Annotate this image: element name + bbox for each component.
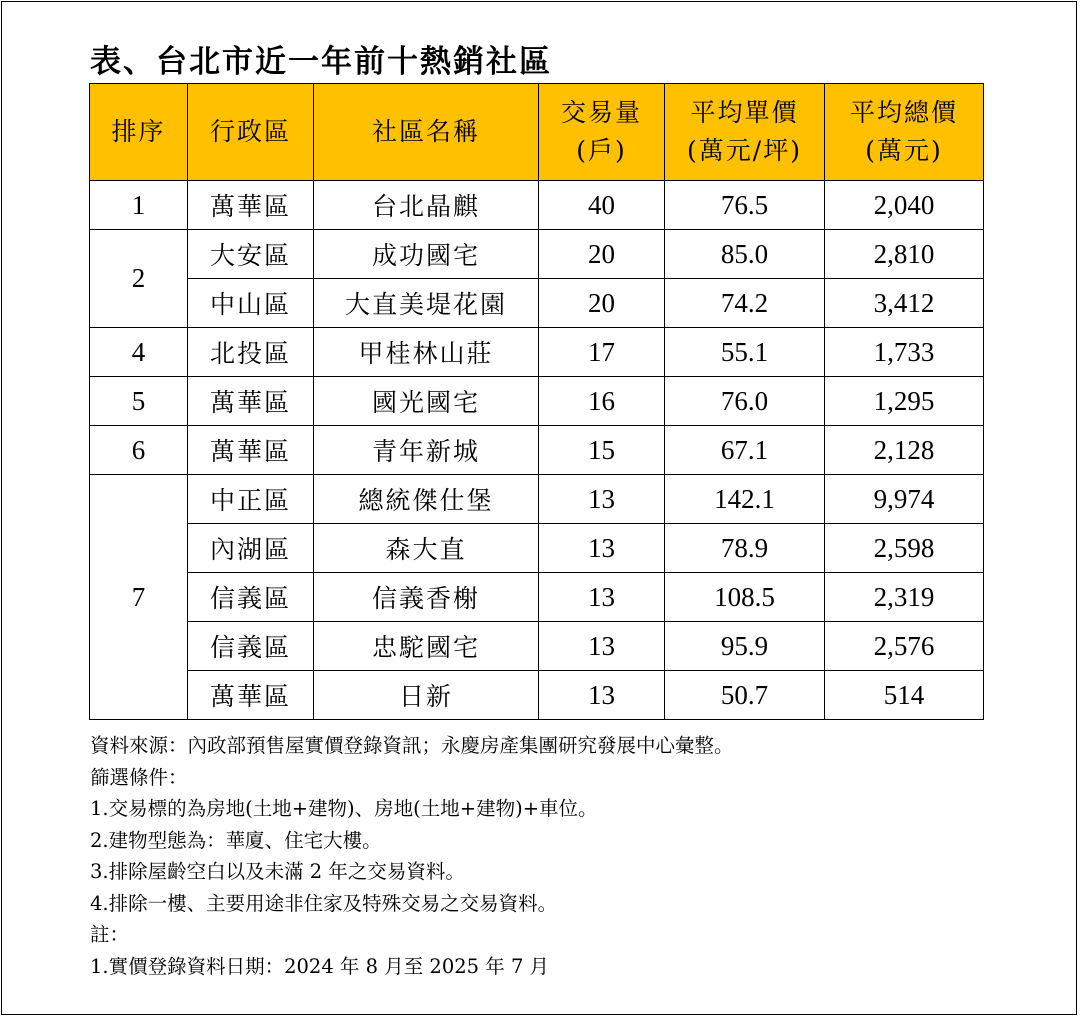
unit-price-cell: 55.1 — [665, 328, 825, 377]
volume-cell: 20 — [539, 230, 665, 279]
unit-price-cell: 108.5 — [665, 573, 825, 622]
rank-cell: 2 — [90, 230, 188, 328]
header-total-price — [825, 84, 984, 181]
unit-price-cell: 74.2 — [665, 279, 825, 328]
table-row — [90, 622, 984, 671]
district-cell: 萬華區 — [188, 671, 314, 720]
header-volume-line1: 交易量 — [560, 98, 642, 127]
community-cell: 台北晶麒 — [314, 181, 539, 230]
unit-price-cell: 85.0 — [665, 230, 825, 279]
note-line: 註： — [90, 923, 130, 946]
community-cell: 日新 — [314, 671, 539, 720]
header-unit-price-line1: 平均單價 — [690, 98, 799, 127]
volume-cell: 15 — [539, 426, 665, 475]
table-row — [90, 279, 984, 328]
note-line: 4.排除一樓、主要用途非住家及特殊交易之交易資料。 — [90, 891, 558, 915]
total-price-cell: 3,412 — [825, 279, 984, 328]
table-row — [90, 181, 984, 230]
note-line: 資料來源：內政部預售屋實價登錄資訊；永慶房產集團研究發展中心彙整。 — [90, 734, 734, 757]
district-cell: 中山區 — [188, 279, 314, 328]
total-price-cell: 9,974 — [825, 475, 984, 524]
header-total-price-line1: 平均總價 — [849, 98, 958, 127]
district-cell: 內湖區 — [188, 524, 314, 573]
header-row — [90, 84, 984, 181]
table-row — [90, 426, 984, 475]
rank-cell: 4 — [90, 328, 188, 377]
notes-section — [90, 730, 734, 982]
note-line: 1.交易標的為房地(土地+建物)、房地(土地+建物)+車位。 — [90, 797, 598, 820]
volume-cell: 13 — [539, 671, 665, 720]
header-unit-price-line2: (萬元/坪) — [687, 136, 802, 165]
volume-cell: 13 — [539, 475, 665, 524]
table-row — [90, 475, 984, 524]
community-cell: 森大直 — [314, 524, 539, 573]
header-unit-price — [665, 84, 825, 181]
total-price-cell: 514 — [825, 671, 984, 720]
community-cell: 甲桂林山莊 — [314, 328, 539, 377]
table-row — [90, 524, 984, 573]
total-price-cell: 2,040 — [825, 181, 984, 230]
district-cell: 萬華區 — [188, 377, 314, 426]
header-district: 行政區 — [188, 84, 314, 181]
header-total-price-line2: (萬元) — [865, 136, 943, 165]
volume-cell: 16 — [539, 377, 665, 426]
table-row — [90, 377, 984, 426]
table-row — [90, 671, 984, 720]
header-volume-line2: (戶) — [576, 136, 627, 165]
unit-price-cell: 67.1 — [665, 426, 825, 475]
total-price-cell: 1,733 — [825, 328, 984, 377]
table-body — [90, 181, 984, 720]
rank-cell: 1 — [90, 181, 188, 230]
volume-cell: 40 — [539, 181, 665, 230]
total-price-cell: 2,128 — [825, 426, 984, 475]
total-price-cell: 1,295 — [825, 377, 984, 426]
table-row — [90, 573, 984, 622]
note-line: 篩選條件： — [90, 765, 188, 789]
unit-price-cell: 142.1 — [665, 475, 825, 524]
rank-cell: 5 — [90, 377, 188, 426]
note-line: 2.建物型態為：華廈、住宅大樓。 — [90, 828, 382, 852]
hot-communities-table — [89, 83, 984, 720]
district-cell: 信義區 — [188, 622, 314, 671]
volume-cell: 13 — [539, 573, 665, 622]
unit-price-cell: 50.7 — [665, 671, 825, 720]
unit-price-cell: 95.9 — [665, 622, 825, 671]
total-price-cell: 2,598 — [825, 524, 984, 573]
volume-cell: 17 — [539, 328, 665, 377]
header-community: 社區名稱 — [314, 84, 539, 181]
volume-cell: 20 — [539, 279, 665, 328]
community-cell: 總統傑仕堡 — [314, 475, 539, 524]
district-cell: 信義區 — [188, 573, 314, 622]
header-volume — [539, 84, 665, 181]
district-cell: 中正區 — [188, 475, 314, 524]
table-row — [90, 230, 984, 279]
unit-price-cell: 76.5 — [665, 181, 825, 230]
rank-cell: 6 — [90, 426, 188, 475]
table-title: 表、台北市近一年前十熱銷社區 — [90, 44, 552, 80]
volume-cell: 13 — [539, 622, 665, 671]
district-cell: 萬華區 — [188, 426, 314, 475]
district-cell: 大安區 — [188, 230, 314, 279]
community-cell: 國光國宅 — [314, 377, 539, 426]
header-rank: 排序 — [90, 84, 188, 181]
community-cell: 大直美堤花園 — [314, 279, 539, 328]
table-row — [90, 328, 984, 377]
unit-price-cell: 76.0 — [665, 377, 825, 426]
community-cell: 成功國宅 — [314, 230, 539, 279]
unit-price-cell: 78.9 — [665, 524, 825, 573]
note-line: 3.排除屋齡空白以及未滿 2 年之交易資料。 — [90, 860, 465, 883]
total-price-cell: 2,576 — [825, 622, 984, 671]
community-cell: 忠駝國宅 — [314, 622, 539, 671]
community-cell: 信義香榭 — [314, 573, 539, 622]
community-cell: 青年新城 — [314, 426, 539, 475]
rank-cell: 7 — [90, 475, 188, 720]
district-cell: 北投區 — [188, 328, 314, 377]
district-cell: 萬華區 — [188, 181, 314, 230]
total-price-cell: 2,810 — [825, 230, 984, 279]
total-price-cell: 2,319 — [825, 573, 984, 622]
volume-cell: 13 — [539, 524, 665, 573]
note-line: 1.實價登錄資料日期：2024 年 8 月至 2025 年 7 月 — [90, 954, 550, 978]
